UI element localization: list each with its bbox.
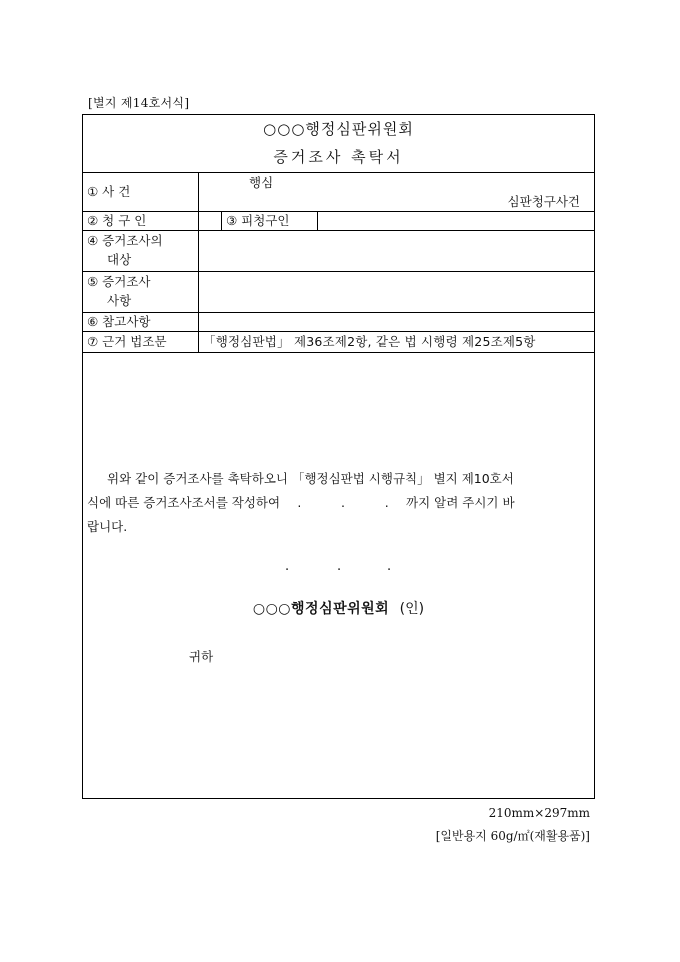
matters-label [83, 272, 199, 312]
body-line-2 [87, 491, 589, 515]
matters-label-line1: ⑤ 증거조사 [87, 274, 151, 289]
seal-mark: (인) [399, 601, 425, 617]
document-title: 증거조사 촉탁서 [273, 148, 404, 166]
reference-row [83, 313, 594, 332]
matters-row [83, 272, 594, 313]
recipient-honorific: 귀하 [189, 649, 214, 664]
respondent-field[interactable] [429, 212, 594, 230]
body-line-2a: 식에 따른 증거조사조서를 작성하여 [87, 495, 281, 510]
target-label-line2: 대상 [107, 252, 132, 267]
paper-size: 210mm×297mm [488, 806, 590, 820]
case-label: ① 사 건 [83, 172, 199, 211]
body-line-2b: 까지 알려 주시기 바 [406, 495, 515, 510]
committee-title: ○○○행정심판위원회 [263, 120, 414, 138]
case-suffix: 심판청구사건 [507, 194, 580, 209]
body-line-1: 위와 같이 증거조사를 촉탁하오니 「행정심판법 시행규칙」 별지 제10호서 [107, 471, 514, 486]
basis-label: ⑦ 근거 법조문 [83, 332, 199, 352]
target-label [83, 231, 199, 271]
target-field[interactable] [199, 231, 594, 271]
date-dot-month: . [337, 559, 342, 574]
target-row [83, 231, 594, 272]
reference-field[interactable] [199, 313, 594, 331]
form-frame [82, 114, 595, 799]
basis-value: 「행정심판법」 제36조제2항, 같은 법 시행령 제25조제5항 [203, 334, 536, 349]
issuer-name: ○○○행정심판위원회 [252, 601, 390, 617]
paper-spec: [일반용지 60g/㎡(재활용품)] [435, 829, 590, 843]
claimant-label: ② 청 구 인 [83, 212, 199, 230]
case-field[interactable] [199, 172, 594, 211]
matters-field[interactable] [199, 272, 594, 312]
basis-row [83, 332, 594, 353]
matters-label-line2: 사항 [107, 293, 132, 308]
deadline-date-blank[interactable]: . . . [297, 495, 389, 510]
target-label-line1: ④ 증거조사의 [87, 233, 163, 248]
case-row [83, 172, 594, 212]
issuer-line [83, 598, 594, 618]
respondent-label: ③ 피청구인 [221, 212, 318, 230]
request-body [87, 467, 589, 539]
form-number-label: [별지 제14호서식] [88, 96, 190, 110]
reference-label: ⑥ 참고사항 [83, 313, 199, 331]
body-line-3: 랍니다. [87, 519, 128, 534]
title-block [83, 115, 594, 173]
parties-row [83, 212, 594, 231]
case-prefix: 행심 [249, 175, 274, 190]
date-dot-day: . [387, 559, 392, 574]
date-dot-year: . [285, 559, 290, 574]
